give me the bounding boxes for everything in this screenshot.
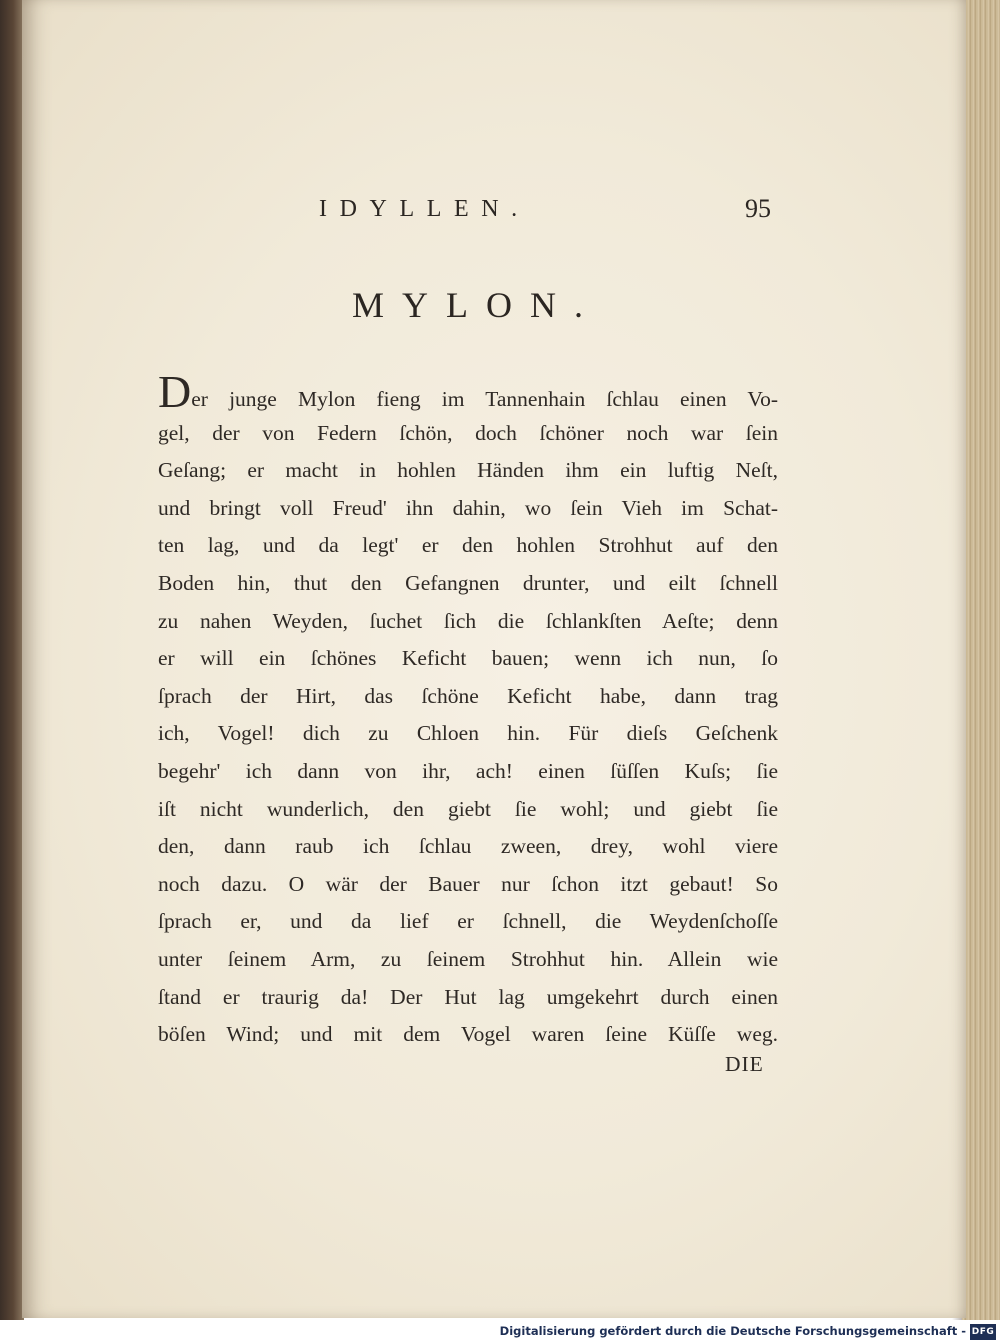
body-line-8: er will ein ſchönes Keficht bauen; wenn ich nun, ſo — [158, 646, 778, 671]
funding-notice: Digitalisierung gefördert durch die Deutsche Forschungsgemeinschaft - — [499, 1324, 966, 1338]
body-line-1 — [158, 366, 778, 417]
body-line-2: gel, der von Federn ſchön, doch ſchöner noch war ſein — [158, 420, 778, 445]
footer-bar — [0, 1320, 1000, 1344]
page-number: 95 — [745, 194, 771, 223]
body-line-10: ich, Vogel! dich zu Chloen hin. Für dieſs Geſchenk — [158, 721, 778, 746]
body-line-7: zu nahen Weyden, ſuchet ſich die ſchlankſten Aeſte; denn — [158, 608, 778, 633]
body-line-3: Geſang; er macht in hohlen Händen ihm ein luftig Neſt, — [158, 458, 778, 483]
drop-initial: D — [158, 366, 192, 417]
body-line-18: böſen Wind; und mit dem Vogel waren ſeine Küſſe weg. — [158, 1022, 778, 1047]
body-line-text: er junge Mylon fieng im Tannenhain ſchlau einen Vo- — [191, 387, 778, 411]
body-line-13: den, dann raub ich ſchlau zween, drey, wohl viere — [158, 834, 778, 859]
body-line-4: und bringt voll Freud' ihn dahin, wo ſein Vieh im Schat- — [158, 495, 778, 520]
body-line-5: ten lag, und da legt' er den hohlen Strohhut auf den — [158, 533, 778, 558]
body-line-6: Boden hin, thut den Gefangnen drunter, und eilt ſchnell — [158, 570, 778, 595]
body-line-11: begehr' ich dann von ihr, ach! einen ſüſſen Kuſs; ſie — [158, 758, 778, 783]
catchword: DIE — [725, 1052, 764, 1076]
running-head: IDYLLEN. — [319, 196, 530, 222]
dfg-logo-icon[interactable]: DFG — [970, 1324, 996, 1340]
body-line-17: ſtand er traurig da! Der Hut lag umgekehrt durch einen — [158, 984, 778, 1009]
body-line-9: ſprach der Hirt, das ſchöne Keficht habe, dann trag — [158, 683, 778, 708]
chapter-title: MYLON. — [352, 285, 601, 325]
body-text — [158, 366, 778, 1054]
body-line-16: unter ſeinem Arm, zu ſeinem Strohhut hin. Allein wie — [158, 946, 778, 971]
body-line-12: iſt nicht wunderlich, den giebt ſie wohl; und giebt ſie — [158, 796, 778, 821]
body-line-15: ſprach er, und da lief er ſchnell, die Weydenſchoſſe — [158, 909, 778, 934]
body-line-14: noch dazu. O wär der Bauer nur ſchon itzt gebaut! So — [158, 871, 778, 896]
book-binding — [0, 0, 24, 1320]
page-edges — [962, 0, 1000, 1320]
